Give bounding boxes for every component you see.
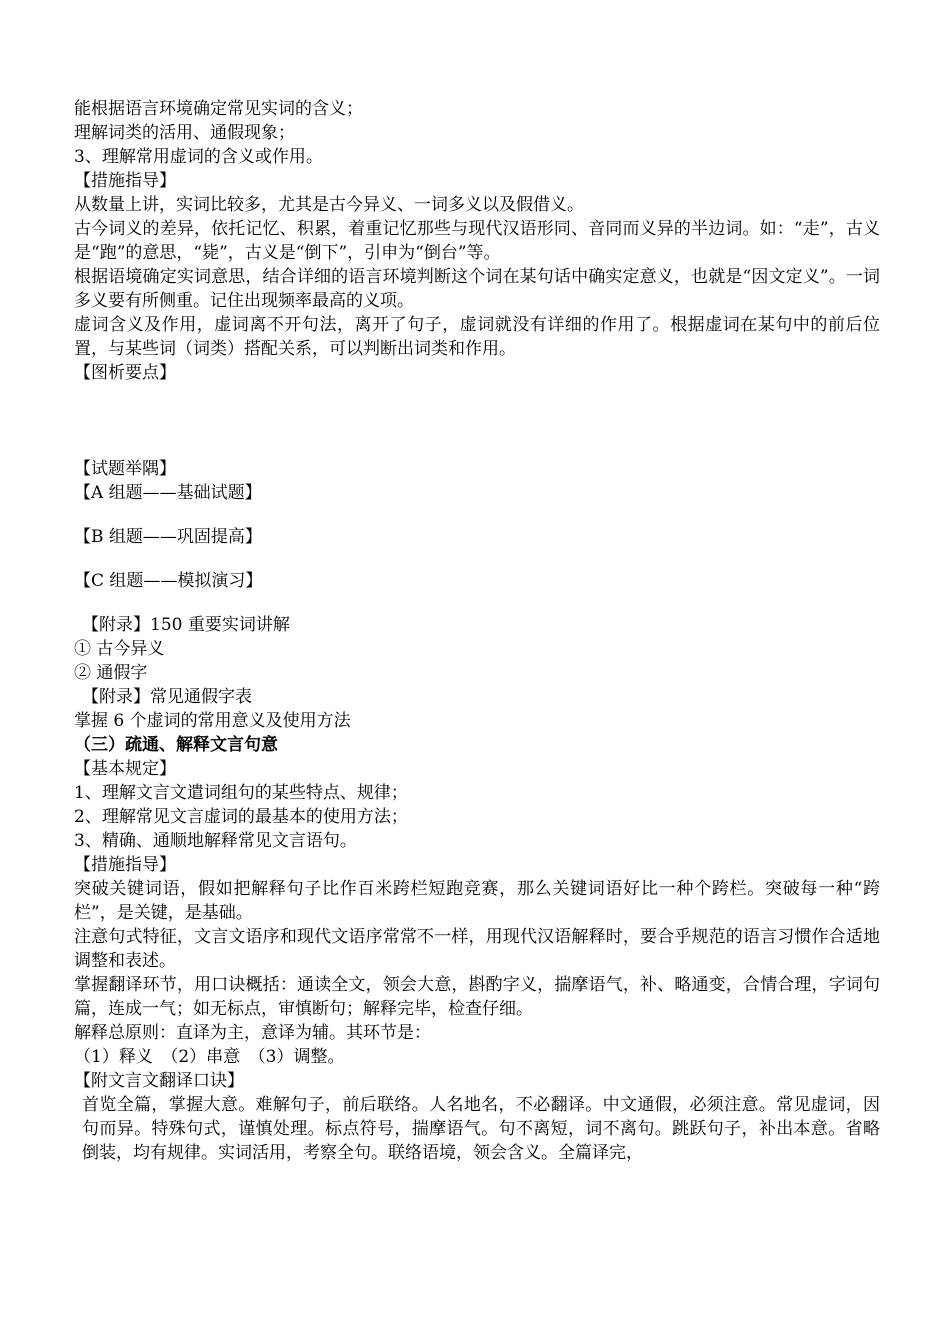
text-line: 理解词类的活用、通假现象； [74, 123, 295, 143]
list-item: 3、精确、通顺地解释常见文言语句。 [74, 831, 357, 851]
paragraph: 注意句式特征，文言文语序和现代文语序常常不一样，用现代汉语解释时，要合乎规范的语言习惯作合适地调整和表述。 [74, 927, 880, 971]
paragraph: 掌握翻译环节，用口诀概括：通读全文，领会大意，斟酌字义，揣摩语气，补、略通变，合情合理，字词句篇，连成一气；如无标点，审慎断句；解释完毕，检查仔细。 [74, 975, 880, 1019]
spacer [74, 593, 880, 613]
section-heading: 【A 组题——基础试题】 [74, 483, 262, 503]
appendix-heading: 【附录】150 重要实词讲解 [82, 615, 290, 635]
text-line: 从数量上讲，实词比较多，尤其是古今异义、一词多义以及假借义。 [74, 195, 584, 215]
section-heading: 【C 组题——模拟演习】 [74, 571, 263, 591]
spacer [74, 385, 880, 457]
list-item: 1、理解文言文遣词组句的某些特点、规律； [74, 783, 408, 803]
section-heading: 【B 组题——巩固提高】 [74, 527, 262, 547]
paragraph: 虚词含义及作用，虚词离不开句法，离开了句子，虚词就没有详细的作用了。根据虚词在某句中的前后位置，与某些词（词类）搭配关系，可以判断出词类和作用。 [74, 315, 880, 359]
section-heading: 【措施指导】 [74, 171, 176, 191]
document-page [74, 97, 880, 1165]
paragraph: 首览全篇，掌握大意。难解句子，前后联络。人名地名，不必翻译。中文通假，必须注意。常见虚词，因句而异。特殊句式，谨慎处理。标点符号，揣摩语气。句不离短，词不离句。跳跃句子，补出本意。省略倒装，均有规律。实词活用，考察全句。联络语境，领会含义。全篇译完， [82, 1095, 880, 1163]
paragraph: 古今词义的差异，依托记忆、积累，着重记忆那些与现代汉语形同、音同而义异的半边词。如：“走”，古义是“跑”的意思，“毙”，古义是“倒下”，引申为“倒台”等。 [74, 219, 880, 263]
list-item: 2、理解常见文言虚词的最基本的使用方法； [74, 807, 408, 827]
section-heading: 【图析要点】 [74, 363, 176, 383]
appendix-heading: 【附录】常见通假字表 [82, 687, 252, 707]
text-line: 3、理解常用虚词的含义或作用。 [74, 147, 323, 167]
text-line: 解释总原则：直译为主，意译为辅。其环节是： [74, 1023, 431, 1043]
text-line: 掌握 6 个虚词的常用意义及使用方法 [74, 711, 351, 731]
paragraph: 根据语境确定实词意思，结合详细的语言环境判断这个词在某句话中确实定意义，也就是“因文定义”。一词多义要有所侧重。记住出现频率最高的义项。 [74, 267, 880, 311]
spacer [74, 549, 880, 569]
section-heading: 【附文言文翻译口诀】 [74, 1071, 244, 1091]
text-line: （1）释义 （2）串意 （3）调整。 [74, 1047, 345, 1067]
section-heading: 【基本规定】 [74, 759, 176, 779]
section-heading: 【措施指导】 [74, 855, 176, 875]
chapter-heading: （三）疏通、解释文言句意 [74, 735, 278, 755]
section-heading: 【试题举隅】 [74, 459, 176, 479]
text-line: 能根据语言环境确定常见实词的含义； [74, 99, 363, 119]
list-item: ② 通假字 [74, 663, 148, 683]
spacer [74, 505, 880, 525]
list-item: ① 古今异义 [74, 639, 165, 659]
paragraph: 突破关键词语，假如把解释句子比作百米跨栏短跑竞赛，那么关键词语好比一种个跨栏。突破每一种“跨栏”，是关键，是基础。 [74, 879, 880, 923]
